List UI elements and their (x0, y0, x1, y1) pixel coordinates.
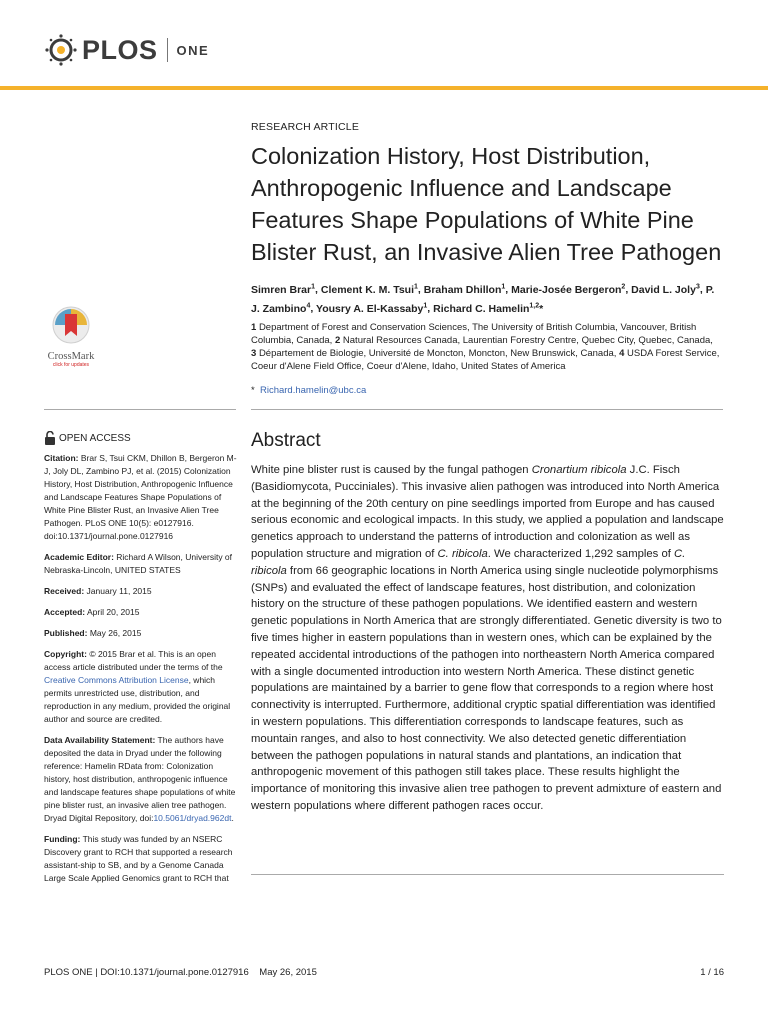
author[interactable]: Simren Brar$^1$ (251, 283, 316, 296)
corresponding-email-line: * Richard.hamelin@ubc.ca (251, 385, 367, 396)
email-link[interactable]: Richard.hamelin@ubc.ca (259, 385, 367, 396)
crossmark-icon (51, 305, 91, 345)
author[interactable]: David L. Joly$^3$ (631, 283, 700, 296)
author-list: Simren Brar$^1$, Clement K. M. Tsui$^1$, Braham Dhillon$^1$, Marie-Josée Bergeron$^2$, David L. Joly$^3$, P. J. Zambino$^4$, Yousry A. El-Kassaby$^1$, Richard C. Hamelin$^{1,2}$* (251, 283, 715, 315)
copyright: Copyright: © 2015 Brar et al. This is an open access article distributed under the terms of the Creative Commons Attribution License, which permits unrestricted use, distribution, and reproduction in any medium, provided the original author and source are credited. (44, 649, 231, 724)
abstract-heading: Abstract (251, 430, 321, 451)
open-lock-icon (44, 431, 56, 445)
citation: Citation: Brar S, Tsui CKM, Dhillon B, Bergeron M-J, Joly DL, Zambino PJ, et al. (2015) Colonization History, Host Distribution, Anthropogenic Influence and Landscape Features Shape Populations of White Pine Blister Rust, an Invasive Alien Tree Pathogen. PLoS ONE 10(5): e0127916. doi:10.1371/journal.pone.0127916 (44, 453, 237, 541)
logo-journal: ONE (176, 42, 210, 58)
article-metadata-sidebar (44, 452, 238, 893)
author[interactable]: Clement K. M. Tsui$^1$ (320, 283, 418, 296)
received-date: Received: January 11, 2015 (44, 586, 152, 596)
article-type: RESEARCH ARTICLE (251, 121, 360, 133)
article-title: Colonization History, Host Distribution, Anthropogenic Influence and Landscape Features Shape Populations of White Pine Blister Rust, an Invasive Alien Tree Pathogen (251, 143, 722, 265)
plos-logo-icon (44, 33, 78, 67)
crossmark-sublabel: click for updates (52, 362, 90, 368)
dryad-doi-link[interactable]: 10.5061/dryad.962dt (153, 813, 232, 823)
page-number: 1 / 16 (700, 967, 724, 978)
author[interactable]: P. J. Zambino$^4$ (251, 283, 715, 315)
logo-divider (167, 38, 168, 62)
author[interactable]: Yousry A. El-Kassaby$^1$ (316, 302, 428, 315)
affiliations: 1 Department of Forest and Conservation Sciences, The University of British Columbia, Vancouver, British Columbia, Canada, 2 Natural Resources Canada, Laurentian Forestry Centre, Quebec City, Quebec, Canada, 3 Département de Biologie, Université de Moncton, Moncton, New Brunswick, Canada, 4 USDA Forest Service, Coeur d'Alene Field Office, Coeur d'Alene, Idaho, United States of America (251, 322, 720, 372)
abstract-body: White pine blister rust is caused by the fungal pathogen Cronartium ribicola J.C. Fisch (Basidiomycota, Pucciniales). This invasive alien pathogen was introduced into North America at the beginning of the 20th century on pine seedlings imported from Europe and has caused serious economic and ecological impacts. In this study, we applied a population and landscape genetics approach to understand the patterns of introduction and colonization as well as population structure and migration of C. ribicola. We characterized 1,292 samples of C. ribicola from 66 geographic locations in North America using single nucleotide polymorphisms (SNPs) and evaluated the effect of landscape features, host distribution, and colonization history on the structure of these pathogen populations. We identified eastern and western genetic populations in North America that are strongly differentiated. Genetic diversity is two to five times higher in eastern populations than in western ones, which can be explained by the repeated accidental introductions of the pathogen into northeastern North America compared with a single documented introduction into western North America. These distinct genetic populations are maintained by a barrier to gene flow that corresponds to a region where host connectivity is interrupted. Furthermore, additional cryptic spatial differentiation was identified in western populations. This differentiation corresponds to landscape features, such as mountain ranges, and also to host connectivity. We also detected genetic differentiation between the pathogen populations in natural stands and plantations, an indication that anthropogenic movement of this pathogen still takes place. These results highlight the importance of monitoring this invasive alien tree pathogen to prevent admixture of eastern and western populations where different pathogen races occur. (251, 464, 724, 812)
author[interactable]: Marie-Josée Bergeron$^2$ (511, 283, 626, 296)
open-access-badge (44, 431, 131, 445)
author[interactable]: Braham Dhillon$^1$ (423, 283, 506, 296)
sidebar-divider (44, 409, 236, 410)
header-accent-rule (0, 86, 768, 90)
license-link[interactable]: Creative Commons Attribution License (44, 675, 189, 685)
open-access-label: OPEN ACCESS (59, 432, 131, 444)
abstract-end-rule (251, 874, 724, 875)
header-divider (251, 409, 723, 410)
plos-one-logo[interactable] (44, 30, 209, 70)
academic-editor: Academic Editor: Richard A Wilson, University of Nebraska-Lincoln, UNITED STATES (44, 552, 233, 575)
crossmark-badge[interactable] (36, 305, 106, 368)
funding: Funding: This study was funded by an NSERC Discovery grant to RCH that supported a research assistant-ship to SB, and by a Genome Canada Large Scale Applied Genomics grant to RCH that (44, 834, 233, 883)
accepted-date: Accepted: April 20, 2015 (44, 607, 140, 617)
published-date: Published: May 26, 2015 (44, 628, 142, 638)
data-availability: Data Availability Statement: The authors have deposited the data in Dryad under the following reference: Hamelin RData from: Colonization history, host distribution, anthropogenic influence and landscape features shape populations of white pine blister rust, an invasive alien tree pathogen. Dryad Digital Repository, doi:10.5061/dryad.962dt. (44, 735, 236, 823)
footer-citation: PLOS ONE | DOI:10.1371/journal.pone.0127916 May 26, 2015 (44, 967, 317, 978)
author[interactable]: Richard C. Hamelin$^{1,2}$* (433, 302, 544, 315)
crossmark-label: CrossMark (47, 351, 95, 362)
logo-brand: PLOS (82, 34, 158, 65)
